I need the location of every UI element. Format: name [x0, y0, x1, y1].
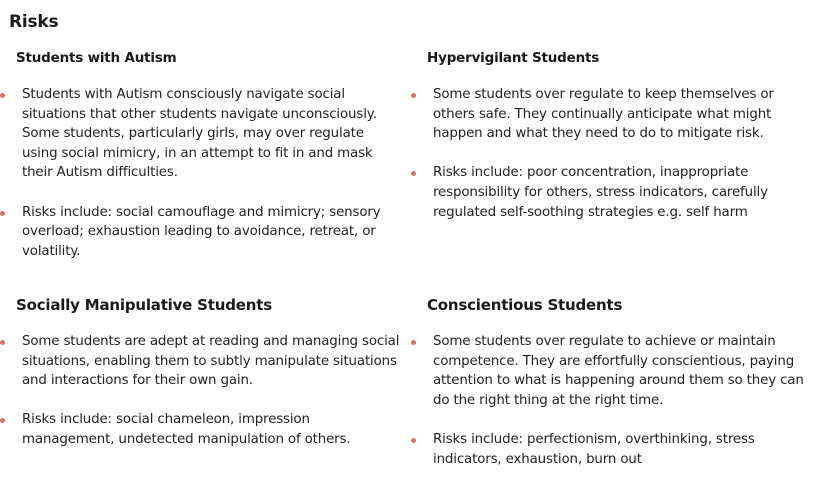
section-heading: Conscientious Students: [427, 296, 623, 314]
section-conscientious-students: [411, 295, 816, 469]
section-students-with-autism: [0, 48, 400, 261]
bullet-dot-icon: [0, 211, 5, 216]
section-hypervigilant-students: [411, 48, 816, 222]
section-heading: Socially Manipulative Students: [16, 296, 272, 314]
bullet-item: [0, 85, 400, 183]
bullet-item: [411, 163, 816, 222]
bullet-dot-icon: [411, 438, 416, 443]
bullet-dot-icon: [0, 340, 5, 345]
bullet-text: Risks include: poor concentration, inappropriate responsibility for others, stress indicators, carefully regulated self-soothing strategies e.g. self harm: [433, 165, 768, 220]
bullet-dot-icon: [0, 418, 5, 423]
bullet-text: Some students are adept at reading and managing social situations, enabling them to subtly manipulate situations and interactions for their own gain.: [22, 334, 400, 389]
bullet-dot-icon: [411, 340, 416, 345]
bullet-list: [0, 85, 400, 261]
bullet-text: Students with Autism consciously navigate social situations that other students navigate unconsciously. Some students, particularly girls, may over regulate using social mimicry, in an attempt to fit in and mask their Autism difficulties.: [22, 87, 377, 181]
section-heading: Students with Autism: [16, 50, 177, 66]
bullet-text: Some students over regulate to keep themselves or others safe. They continually anticipate what might happen and what they need to do to mitigate risk.: [433, 87, 774, 142]
bullet-item: [411, 430, 816, 469]
bullet-text: Risks include: social camouflage and mimicry; sensory overload; exhaustion leading to avoidance, retreat, or volatility.: [22, 204, 381, 259]
bullet-dot-icon: [411, 171, 416, 176]
bullet-dot-icon: [0, 93, 5, 98]
bullet-item: [411, 85, 816, 144]
page-title: Risks: [9, 12, 59, 32]
bullet-text: Risks include: perfectionism, overthinking, stress indicators, exhaustion, burn out: [433, 431, 755, 467]
bullet-text: Risks include: social chameleon, impression management, undetected manipulation of others.: [22, 412, 351, 447]
bullet-dot-icon: [411, 93, 416, 98]
section-socially-manipulative-students: [0, 295, 400, 450]
bullet-item: [411, 332, 816, 410]
bullet-item: [0, 410, 400, 449]
bullet-list: [0, 332, 400, 450]
bullet-item: [0, 332, 400, 391]
bullet-item: [0, 203, 400, 262]
section-heading: Hypervigilant Students: [427, 50, 600, 66]
bullet-list: [411, 85, 816, 222]
bullet-list: [411, 332, 816, 469]
bullet-text: Some students over regulate to achieve or maintain competence. They are effortfully conscientious, paying attention to what is happening around them so they can do the right thing at the right time.: [433, 334, 804, 408]
